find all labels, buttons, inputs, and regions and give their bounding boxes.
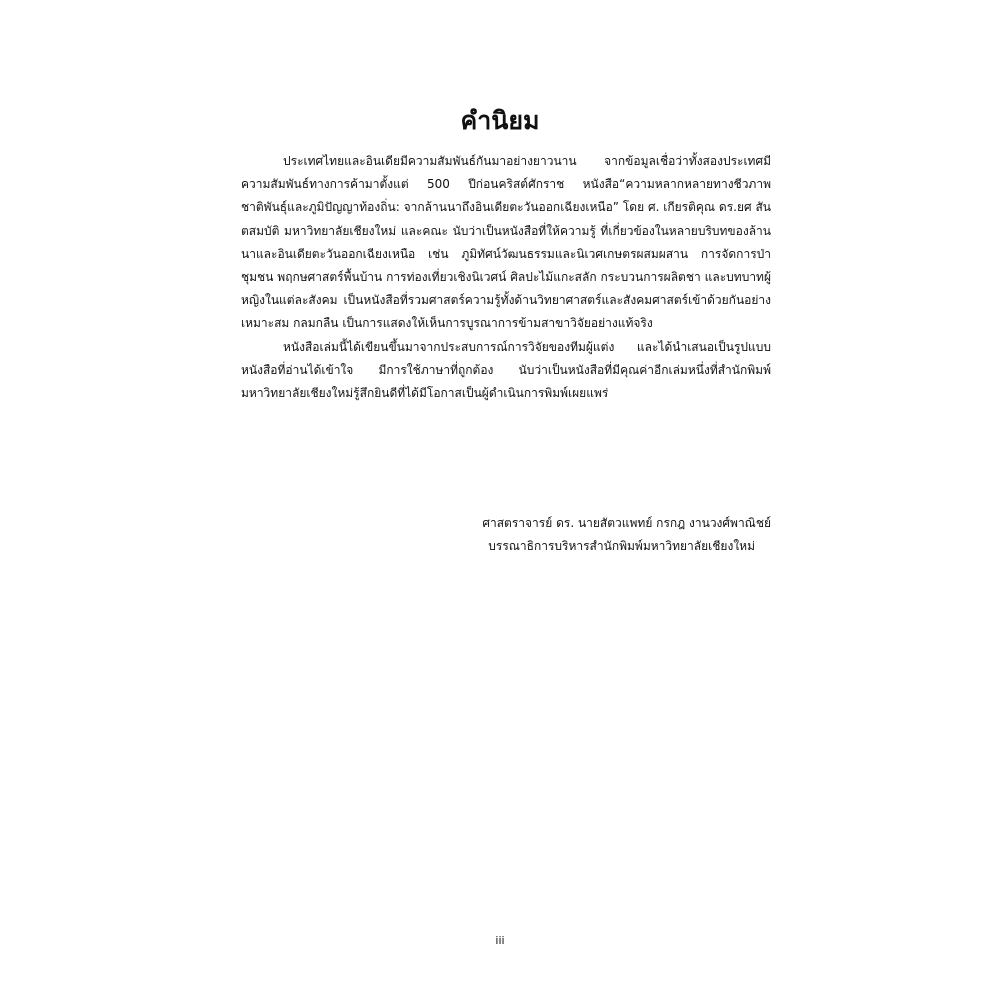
page-number: iii — [495, 934, 505, 947]
signature-name: ศาสตราจารย์ ดร. นายสัตวแพทย์ กรกฎ งานวงศ์พาณิชย์ — [482, 516, 771, 530]
foreword-paragraph-2: หนังสือเล่มนี้ได้เขียนขึ้นมาจากประสบการณ์การวิจัยของทีมผู้แต่ง และได้นำเสนอเป็นรูปแบบหนังสือที่อ่านได้เข้าใจ มีการใช้ภาษาที่ถูกต้อง นับว่าเป็นหนังสือที่มีคุณค่าอีกเล่มหนึ่งที่สำนักพิมพ์มหาวิทยาลัยเชียงใหม่รู้สึกยินดีที่ได้มีโอกาสเป็นผู้ดำเนินการพิมพ์เผยแพร่ — [241, 339, 771, 401]
signature-block — [420, 512, 771, 558]
foreword-paragraph-1: ประเทศไทยและอินเดียมีความสัมพันธ์กันมาอย่างยาวนาน จากข้อมูลเชื่อว่าทั้งสองประเทศมีความสัมพันธ์ทางการค้ามาตั้งแต่ 500 ปีก่อนคริสต์ศักราช หนังสือ“ความหลากหลายทางชีวภาพชาติพันธุ์และภูมิปัญญาท้องถิ่น: จากล้านนาถึงอินเดียตะวันออกเฉียงเหนือ” โดย ศ. เกียรติคุณ ดร.ยศ สันตสมบัติ มหาวิทยาลัยเชียงใหม่ และคณะ นับว่าเป็นหนังสือที่ให้ความรู้ ที่เกี่ยวข้องในหลายบริบทของล้านนาและอินเดียตะวันออกเฉียงเหนือ เช่น ภูมิทัศน์วัฒนธรรมและนิเวศเกษตรผสมผสาน การจัดการป่าชุมชน พฤกษศาสตร์พื้นบ้าน การท่องเที่ยวเชิงนิเวศน์ ศิลปะไม้แกะสลัก กระบวนการผลิตชา และบทบาทผู้หญิงในแต่ละสังคม เป็นหนังสือที่รวมศาสตร์ความรู้ทั้งด้านวิทยาศาสตร์และสังคมศาสตร์เข้าด้วยกันอย่างเหมาะสม กลมกลืน เป็นการแสดงให้เห็นการบูรณาการข้ามสาขาวิจัยอย่างแท้จริง — [241, 154, 771, 331]
signature-position: บรรณาธิการบริหารสำนักพิมพ์มหาวิทยาลัยเชียงใหม่ — [488, 539, 755, 553]
foreword-body — [241, 150, 771, 405]
page-title: คำนิยม — [460, 106, 540, 135]
